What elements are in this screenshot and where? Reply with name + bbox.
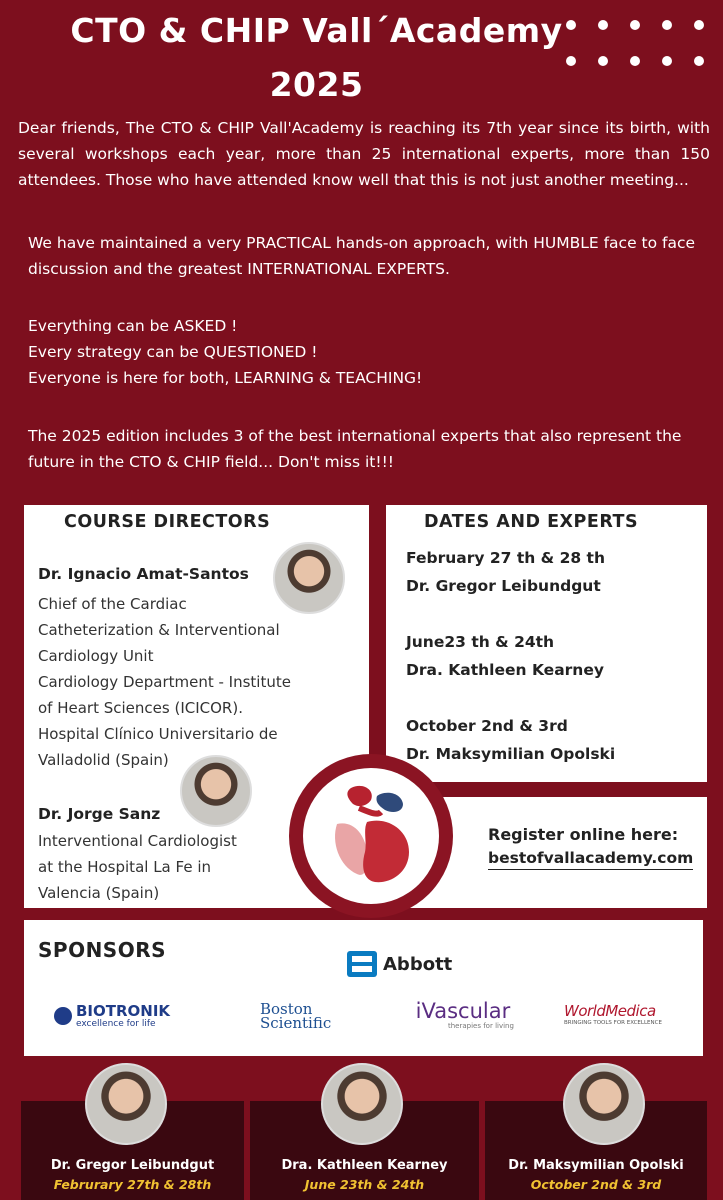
- expert-card-3-date: October 2nd & 3rd: [530, 1177, 662, 1192]
- director-1-description: [38, 591, 308, 773]
- director-1-line: Cardiology Unit: [38, 647, 154, 665]
- director-1-line: Valladolid (Spain): [38, 751, 169, 769]
- expert-3-photo: [563, 1063, 645, 1145]
- biotronik-mark-icon: [54, 1007, 72, 1025]
- expert-1: Dr. Gregor Leibundgut: [406, 577, 601, 595]
- director-2-name: Dr. Jorge Sanz: [38, 805, 161, 823]
- director-1-line: Cardiology Department - Institute: [38, 673, 291, 691]
- heart-emblem-inner: [303, 768, 439, 904]
- ivascular-name: iVascular: [415, 999, 511, 1023]
- biotronik-tagline: excellence for life: [76, 1019, 156, 1029]
- director-1-line: of Heart Sciences (ICICOR).: [38, 699, 243, 717]
- slogan-1: Everything can be ASKED !: [28, 317, 238, 335]
- date-2: June23 th & 24th: [406, 633, 555, 651]
- expert-2: Dra. Kathleen Kearney: [406, 661, 604, 679]
- intro-slogans: [28, 313, 708, 391]
- expert-card-1-date: Februrary 27th & 28th: [53, 1177, 212, 1192]
- date-3: October 2nd & 3rd: [406, 717, 568, 735]
- ivascular-logo: [412, 1000, 514, 1031]
- director-2-line: Interventional Cardiologist: [38, 832, 237, 850]
- expert-1-photo: [85, 1063, 167, 1145]
- worldmedica-name: WorldMedica: [564, 1002, 656, 1020]
- abbott-mark-icon: [346, 950, 378, 978]
- director-2-photo: [180, 755, 252, 827]
- register-label: Register online here:: [488, 825, 679, 844]
- dates-experts-box: [386, 505, 707, 782]
- register-link[interactable]: bestofvallacademy.com: [488, 849, 693, 870]
- course-directors-heading: COURSE DIRECTORS: [64, 512, 271, 532]
- director-2-line: Valencia (Spain): [38, 884, 160, 902]
- biotronik-logo: [54, 1003, 170, 1029]
- date-entry-2: [406, 628, 604, 684]
- title-line-2: 2025: [269, 65, 364, 104]
- heart-icon: [329, 782, 413, 886]
- date-entry-1: [406, 544, 605, 600]
- heart-emblem: [289, 754, 453, 918]
- director-1-line: Hospital Clínico Universitario de: [38, 725, 278, 743]
- boston-line-1: Boston: [260, 1000, 313, 1018]
- sponsors-box: [24, 920, 703, 1056]
- abbott-logo: [346, 950, 452, 978]
- dates-heading: DATES AND EXPERTS: [424, 512, 639, 532]
- abbott-name: Abbott: [383, 953, 453, 975]
- title-line-1: CTO & CHIP Vall´Academy: [70, 11, 563, 50]
- worldmedica-logo: [564, 1003, 662, 1027]
- expert-3: Dr. Maksymilian Opolski: [406, 745, 616, 763]
- director-1-line: Catheterization & Interventional: [38, 621, 280, 639]
- director-1-name: Dr. Ignacio Amat-Santos: [38, 565, 249, 583]
- slogan-2: Every strategy can be QUESTIONED !: [28, 343, 318, 361]
- expert-2-photo: [321, 1063, 403, 1145]
- expert-card-2-date: June 23th & 24th: [304, 1177, 425, 1192]
- intro-paragraph-1: Dear friends, The CTO & CHIP Vall'Academy is reaching its 7th year since its birth, with several workshops each year, more than 25 international experts, more than 150 attendees. Those who have attended know well that this is not just another meeting...: [18, 119, 710, 189]
- sponsors-heading: SPONSORS: [38, 938, 167, 962]
- slogan-3: Everyone is here for both, LEARNING & TEACHING!: [28, 369, 423, 387]
- date-1: February 27 th & 28 th: [406, 549, 605, 567]
- boston-scientific-logo: [260, 1002, 331, 1031]
- director-1-line: Chief of the Cardiac: [38, 595, 187, 613]
- director-2-description: [38, 828, 268, 906]
- worldmedica-tagline: BRINGING TOOLS FOR EXCELLENCE: [564, 1020, 662, 1026]
- expert-card-3-name: Dr. Maksymilian Opolski: [508, 1158, 684, 1173]
- ivascular-tagline: therapies for living: [448, 1022, 514, 1030]
- expert-card-2-name: Dra. Kathleen Kearney: [281, 1158, 448, 1173]
- expert-card-1-name: Dr. Gregor Leibundgut: [50, 1158, 215, 1173]
- boston-line-2: Scientific: [260, 1014, 332, 1032]
- intro-paragraph-4: The 2025 edition includes 3 of the best international experts that also represent the future in the CTO & CHIP field... Don't miss it!!!: [28, 427, 682, 471]
- date-entry-3: [406, 712, 615, 768]
- decorative-dots: [566, 20, 706, 76]
- intro-paragraph-2: We have maintained a very PRACTICAL hands-on approach, with HUMBLE face to face discussion and the greatest INTERNATIONAL EXPERTS.: [28, 234, 696, 278]
- director-2-line: at the Hospital La Fe in: [38, 858, 211, 876]
- biotronik-name: BIOTRONIK: [76, 1002, 171, 1020]
